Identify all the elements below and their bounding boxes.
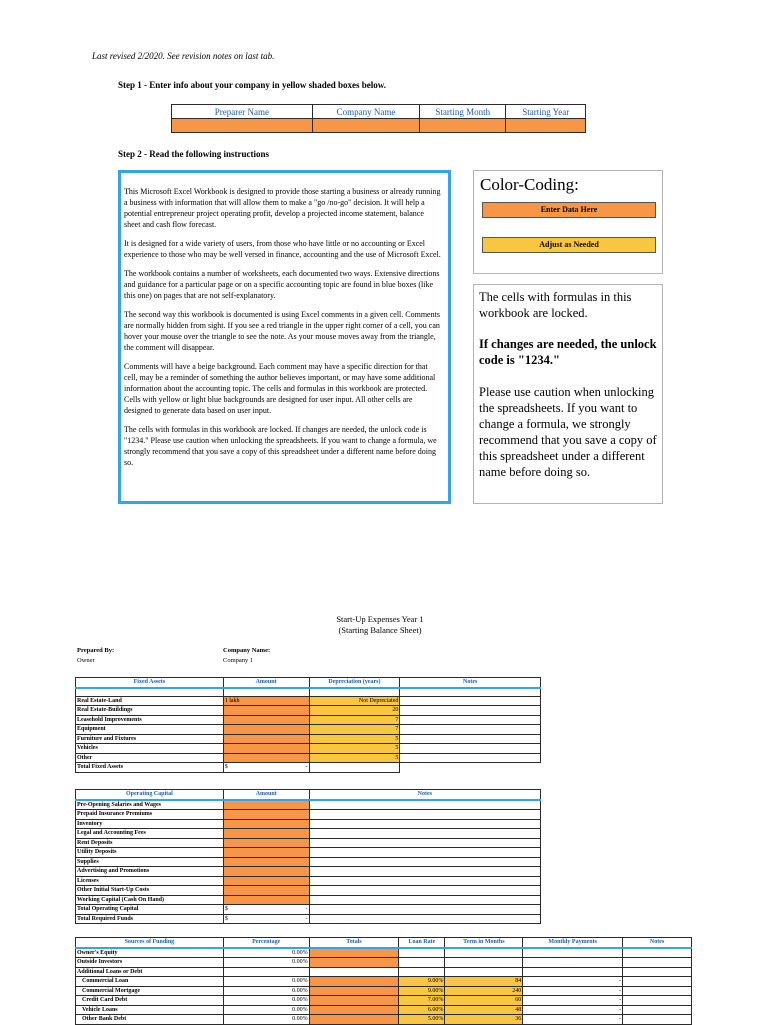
totals-cell[interactable] <box>309 986 399 996</box>
starting-month-header: Starting Month <box>420 105 506 119</box>
sheet-title <box>230 614 530 636</box>
operating-amount-cell[interactable] <box>223 810 309 820</box>
depreciation-cell[interactable]: 5 <box>309 734 400 744</box>
notes-cell[interactable] <box>400 706 541 716</box>
asset-label: Real Estate-Buildings <box>76 706 224 716</box>
table-row <box>76 715 541 725</box>
notes-cell[interactable] <box>623 967 692 977</box>
table-row <box>76 986 692 996</box>
percentage-cell: 0.00% <box>223 1015 309 1025</box>
adjust-swatch: Adjust as Needed <box>482 237 656 253</box>
company-info-table <box>171 104 586 133</box>
percentage-cell: 0.00% <box>223 986 309 996</box>
asset-label: Vehicles <box>76 744 224 754</box>
term-cell[interactable]: 48 <box>445 1005 523 1015</box>
table-row <box>76 744 541 754</box>
funding-label: Owner's Equity <box>76 948 224 958</box>
asset-label: Other <box>76 753 224 763</box>
notes-cell[interactable] <box>400 715 541 725</box>
totals-header: Totals <box>309 938 399 948</box>
notes-header: Notes <box>309 790 540 800</box>
table-row <box>76 857 541 867</box>
notes-cell[interactable] <box>623 986 692 996</box>
starting-month-cell[interactable] <box>420 119 506 133</box>
percentage-cell: 0.00% <box>223 977 309 987</box>
caution-text: Please use caution when unlocking the spreadsheets. If you want to change a formula, we strongly recommend that you save a copy of this spreadsheet under a different name before doing so. <box>479 385 657 479</box>
color-coding-title: Color-Coding: <box>480 175 579 194</box>
notes-cell[interactable] <box>309 848 540 858</box>
notes-cell[interactable] <box>400 696 541 706</box>
company-name-cell[interactable] <box>312 119 419 133</box>
totals-cell[interactable] <box>309 1005 399 1015</box>
notes-header: Notes <box>623 938 692 948</box>
table-row <box>76 1005 692 1015</box>
sheet-title-line: Start-Up Expenses Year 1 <box>336 614 424 624</box>
asset-label: Equipment <box>76 725 224 735</box>
instruction-paragraph: This Microsoft Excel Workbook is designed to provide those starting a business or already running a business with information that will allow them to make a "go /no-go" decision. It will help a potential entrepreneur project operating profit, develop a projected income statement, balance sheet and cash flow forecast. <box>124 187 441 229</box>
operating-label: Supplies <box>76 857 224 867</box>
loan-rate-cell <box>399 948 445 958</box>
term-header: Term in Months <box>445 938 523 948</box>
company-value[interactable]: Company 1 <box>223 657 254 664</box>
operating-label: Other Initial Start-Up Costs <box>76 886 224 896</box>
table-row <box>76 706 541 716</box>
totals-cell[interactable] <box>309 958 399 968</box>
total-fixed-value: $ - <box>224 764 308 770</box>
operating-amount-cell[interactable] <box>223 848 309 858</box>
notes-cell[interactable] <box>309 810 540 820</box>
company-label: Company Name: <box>223 647 271 654</box>
loan-rate-cell <box>399 958 445 968</box>
operating-label: Working Capital (Cash On Hand) <box>76 895 224 905</box>
preparer-name-cell[interactable] <box>172 119 313 133</box>
operating-amount-cell[interactable] <box>223 895 309 905</box>
percentage-cell: 0.00% <box>223 996 309 1006</box>
lock-info-box <box>473 284 663 504</box>
table-row <box>76 948 692 958</box>
notes-cell[interactable] <box>623 996 692 1006</box>
depreciation-header: Depreciation (years) <box>309 678 400 688</box>
depreciation-cell[interactable]: 5 <box>309 744 400 754</box>
operating-capital-table <box>75 789 541 924</box>
term-cell <box>445 948 523 958</box>
instruction-paragraph: The workbook contains a number of worksheets, each documented two ways. Extensive directions and guidance for a particular page or on a specific accounting topic are found in blue boxes (like this one) on pages that are not self-explanatory. <box>124 269 440 300</box>
instruction-paragraph: It is designed for a wide variety of users, from those who have little or no accounting or Excel experience to those who may be well versed in finance, accounting and the use of Microsoft Excel. <box>124 239 441 259</box>
percentage-cell: 0.00% <box>223 1005 309 1015</box>
loan-rate-cell[interactable]: 9.00% <box>399 986 445 996</box>
totals-cell <box>309 967 399 977</box>
table-row <box>76 876 541 886</box>
monthly-payment-cell: - <box>523 977 623 987</box>
funding-label: Commercial Loan <box>76 977 224 987</box>
funding-label: Commercial Mortgage <box>76 986 224 996</box>
operating-capital-header: Operating Capital <box>76 790 224 800</box>
operating-amount-cell[interactable] <box>223 886 309 896</box>
table-row <box>76 967 692 977</box>
operating-amount-cell[interactable] <box>223 819 309 829</box>
loan-rate-cell[interactable]: 6.00% <box>399 1005 445 1015</box>
operating-amount-cell[interactable] <box>223 867 309 877</box>
total-operating-value: $ - <box>224 906 308 912</box>
table-row <box>76 829 541 839</box>
table-row <box>76 753 541 763</box>
total-required-value: $ - <box>224 915 308 922</box>
notes-cell[interactable] <box>309 895 540 905</box>
starting-year-cell[interactable] <box>506 119 586 133</box>
notes-cell[interactable] <box>400 734 541 744</box>
term-cell <box>445 958 523 968</box>
notes-cell[interactable] <box>623 948 692 958</box>
table-row <box>76 696 541 706</box>
sources-header: Sources of Funding <box>76 938 224 948</box>
depreciation-cell[interactable]: 7 <box>309 715 400 725</box>
operating-amount-cell[interactable] <box>223 857 309 867</box>
table-row <box>76 895 541 905</box>
instruction-paragraph: Comments will have a beige background. Each comment may have a specific direction for that cell, may be a reminder of something the author believes important, or may have some additional information about the accounting topic. The cells and formulas in this workbook are protected. Cells with yellow or light blue backgrounds are designed for user input. All other cells are designed to generate data based on user input. <box>124 362 436 415</box>
color-coding-box <box>473 170 663 274</box>
operating-label: Rent Deposits <box>76 838 224 848</box>
instruction-paragraph: The second way this workbook is documented is using Excel comments in a given cell. Comments are normally hidden from sight. If you see a red triangle in the upper right corner of a cell, you can hover your mouse over the triangle to see the note. As your mouse moves away from the triangle, the comment will disappear. <box>124 310 440 352</box>
loan-rate-header: Loan Rate <box>399 938 445 948</box>
operating-amount-cell[interactable] <box>223 829 309 839</box>
asset-amount-cell[interactable] <box>223 715 309 725</box>
asset-label: Leasehold Improvements <box>76 715 224 725</box>
depreciation-cell[interactable]: 5 <box>309 753 400 763</box>
sheet-subtitle: (Starting Balance Sheet) <box>338 625 422 635</box>
company-name-header: Company Name <box>312 105 419 119</box>
monthly-payments-header: Monthly Payments <box>523 938 623 948</box>
term-cell[interactable]: 84 <box>445 977 523 987</box>
unlock-code-text: If changes are needed, the unlock code is "1234." <box>479 337 657 367</box>
term-cell[interactable]: 36 <box>445 1015 523 1025</box>
table-row <box>76 1015 692 1025</box>
asset-amount-cell[interactable] <box>223 725 309 735</box>
depreciation-cell[interactable]: 20 <box>309 706 400 716</box>
monthly-payment-cell <box>523 948 623 958</box>
operating-amount-cell[interactable] <box>223 838 309 848</box>
notes-cell[interactable] <box>400 753 541 763</box>
asset-amount-cell[interactable] <box>223 744 309 754</box>
operating-label: Licenses <box>76 876 224 886</box>
loan-rate-cell[interactable]: 7.00% <box>399 996 445 1006</box>
operating-label: Advertising and Promotions <box>76 867 224 877</box>
notes-cell[interactable] <box>309 876 540 886</box>
depreciation-cell[interactable]: 7 <box>309 725 400 735</box>
operating-amount-cell[interactable] <box>223 800 309 810</box>
notes-cell[interactable] <box>309 819 540 829</box>
total-fixed-label: Total Fixed Assets <box>76 763 224 773</box>
instructions-text <box>124 186 442 476</box>
asset-label: Furniture and Fixtures <box>76 734 224 744</box>
funding-label: Credit Card Debt <box>76 996 224 1006</box>
operating-label: Pre-Opening Salaries and Wages <box>76 800 224 810</box>
notes-cell[interactable] <box>623 958 692 968</box>
notes-cell[interactable] <box>400 725 541 735</box>
percentage-header: Percentage <box>223 938 309 948</box>
table-row <box>76 886 541 896</box>
totals-cell[interactable] <box>309 948 399 958</box>
table-row <box>76 977 692 987</box>
starting-year-header: Starting Year <box>506 105 586 119</box>
table-row <box>76 996 692 1006</box>
asset-amount-cell[interactable] <box>223 734 309 744</box>
asset-amount-cell[interactable] <box>223 753 309 763</box>
fixed-assets-table <box>75 677 541 773</box>
asset-amount-cell[interactable]: 1 lakh <box>223 696 309 706</box>
amount-header: Amount <box>223 790 309 800</box>
table-row <box>76 734 541 744</box>
monthly-payment-cell: - <box>523 1005 623 1015</box>
fixed-assets-header: Fixed Assets <box>76 678 224 688</box>
operating-label: Utility Deposits <box>76 848 224 858</box>
total-required-label: Total Required Funds <box>76 914 224 924</box>
step2-heading: Step 2 - Read the following instructions <box>118 149 270 159</box>
table-row <box>76 810 541 820</box>
monthly-payment-cell <box>523 958 623 968</box>
table-row <box>76 838 541 848</box>
table-row <box>76 958 692 968</box>
operating-label: Legal and Accounting Fees <box>76 829 224 839</box>
operating-amount-cell[interactable] <box>223 876 309 886</box>
instruction-paragraph: The cells with formulas in this workbook are locked. If changes are needed, the unlock code is "1234." Please use caution when unlocking the spreadsheets. If you want to change a formula, we strongly recommend that you save a copy of this spreadsheet under a different name before doing so. <box>124 425 437 467</box>
notes-cell[interactable] <box>309 867 540 877</box>
notes-header: Notes <box>400 678 541 688</box>
table-row <box>76 848 541 858</box>
monthly-payment-cell <box>523 967 623 977</box>
revision-note: Last revised 2/2020. See revision notes on last tab. <box>92 51 275 61</box>
notes-cell[interactable] <box>623 977 692 987</box>
notes-cell[interactable] <box>309 886 540 896</box>
notes-cell[interactable] <box>309 829 540 839</box>
notes-cell[interactable] <box>309 800 540 810</box>
funding-table <box>75 937 692 1025</box>
percentage-cell <box>223 967 309 977</box>
loan-rate-cell[interactable]: 5.00% <box>399 1015 445 1025</box>
preparer-name-header: Preparer Name <box>172 105 313 119</box>
prepared-by-label: Prepared By: <box>77 647 115 654</box>
funding-label: Additional Loans or Debt <box>76 967 224 977</box>
totals-cell[interactable] <box>309 996 399 1006</box>
funding-label: Other Bank Debt <box>76 1015 224 1025</box>
funding-label: Vehicle Loans <box>76 1005 224 1015</box>
table-row <box>76 867 541 877</box>
depreciation-cell[interactable]: Not Depreciated <box>309 696 400 706</box>
lock-text: The cells with formulas in this workbook are locked. <box>479 290 632 320</box>
percentage-cell: 0.00% <box>223 958 309 968</box>
prepared-by-value[interactable]: Owner <box>77 657 95 664</box>
monthly-payment-cell: - <box>523 996 623 1006</box>
table-row <box>76 725 541 735</box>
step1-heading: Step 1 - Enter info about your company in yellow shaded boxes below. <box>118 80 386 90</box>
term-cell[interactable]: 60 <box>445 996 523 1006</box>
asset-label: Real Estate-Land <box>76 696 224 706</box>
monthly-payment-cell: - <box>523 1015 623 1025</box>
totals-cell[interactable] <box>309 977 399 987</box>
enter-data-swatch: Enter Data Here <box>482 202 656 218</box>
table-row <box>76 800 541 810</box>
term-cell[interactable]: 240 <box>445 986 523 996</box>
term-cell <box>445 967 523 977</box>
operating-label: Inventory <box>76 819 224 829</box>
loan-rate-cell[interactable]: 9.00% <box>399 977 445 987</box>
percentage-cell: 0.00% <box>223 948 309 958</box>
amount-header: Amount <box>223 678 309 688</box>
monthly-payment-cell: - <box>523 986 623 996</box>
funding-label: Outside Investors <box>76 958 224 968</box>
total-operating-label: Total Operating Capital <box>76 905 224 915</box>
notes-cell[interactable] <box>309 838 540 848</box>
asset-amount-cell[interactable] <box>223 706 309 716</box>
loan-rate-cell <box>399 967 445 977</box>
notes-cell[interactable] <box>623 1015 692 1025</box>
table-row <box>76 819 541 829</box>
notes-cell[interactable] <box>309 857 540 867</box>
totals-cell[interactable] <box>309 1015 399 1025</box>
notes-cell[interactable] <box>623 1005 692 1015</box>
operating-label: Prepaid Insurance Premiums <box>76 810 224 820</box>
notes-cell[interactable] <box>400 744 541 754</box>
